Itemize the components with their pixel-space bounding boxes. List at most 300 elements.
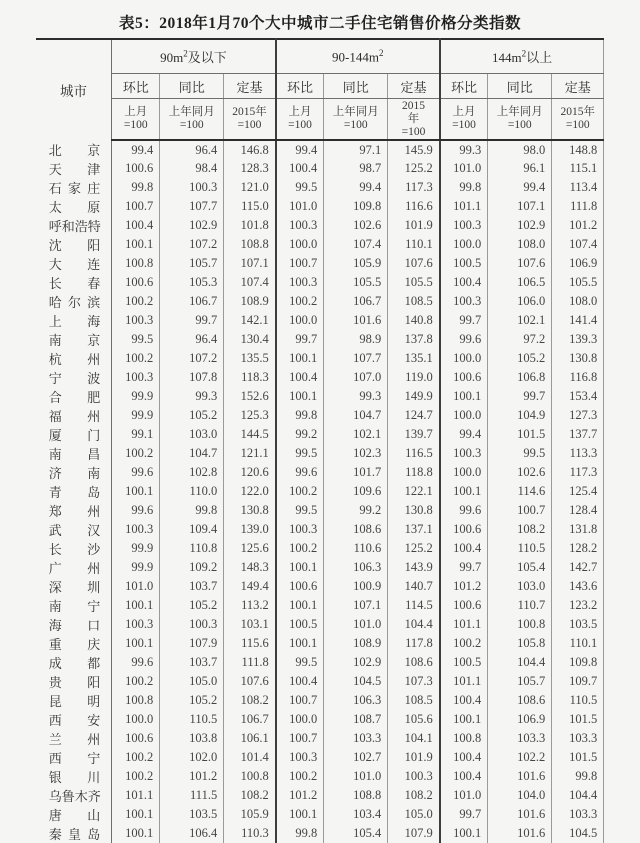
value-cell: 100.9 [324,577,388,596]
value-cell: 106.7 [224,710,276,729]
value-cell: 149.4 [224,577,276,596]
value-cell: 102.1 [324,425,388,444]
value-cell: 99.5 [276,501,324,520]
city-cell: 天津 [36,159,112,178]
base-index-header: 2015 年 =100 [388,99,440,141]
table-row [36,368,604,387]
value-cell: 100.3 [125,617,154,631]
city-cell: 乌鲁木齐 [36,786,112,805]
value-cell: 101.2 [160,767,224,786]
table-row [36,539,604,558]
value-cell: 117.8 [388,634,440,653]
value-cell: 99.1 [131,427,154,441]
subcolumn-header: 同比 [160,74,224,99]
sqm-superscript: 2 [183,48,188,59]
city-cell: 长沙 [36,539,112,558]
table-header [36,39,604,140]
value-cell: 100.3 [125,522,154,536]
value-cell: 110.5 [488,539,552,558]
table-row [36,349,604,368]
value-cell: 101.4 [224,748,276,767]
value-cell: 100.3 [160,178,224,197]
value-cell: 109.6 [324,482,388,501]
group-header-90-144sqm: $90-144m^2$ [276,39,440,74]
value-cell: 110.1 [552,634,604,653]
value-cell: 115.0 [224,197,276,216]
value-cell: 100.0 [440,349,488,368]
value-cell: 101.6 [488,767,552,786]
city-cell: 哈尔滨 [36,292,112,311]
table-row [36,520,604,539]
value-cell: 107.4 [224,273,276,292]
value-cell: 103.5 [552,615,604,634]
value-cell: 99.9 [131,389,154,403]
value-cell: 100.2 [276,539,324,558]
table-row [36,463,604,482]
value-cell: 144.5 [224,425,276,444]
value-cell: 109.4 [160,520,224,539]
value-cell: 148.8 [552,140,604,159]
value-cell: 106.4 [160,824,224,843]
value-cell: 99.5 [131,332,154,346]
table-row [36,482,604,501]
value-cell: 99.7 [276,330,324,349]
value-cell: 99.4 [488,178,552,197]
value-cell: 125.6 [224,539,276,558]
value-cell: 102.7 [324,748,388,767]
value-cell: 115.1 [552,159,604,178]
city-cell: 郑州 [36,501,112,520]
value-cell: 110.7 [488,596,552,615]
value-cell: 100.4 [440,273,488,292]
value-cell: 100.7 [488,501,552,520]
value-cell: 99.4 [324,178,388,197]
value-cell: 108.9 [224,292,276,311]
value-cell: 99.6 [131,655,154,669]
value-cell: 107.8 [160,368,224,387]
value-cell: 109.2 [160,558,224,577]
value-cell: 100.1 [125,807,154,821]
value-cell: 97.2 [488,330,552,349]
value-cell: 98.7 [324,159,388,178]
value-cell: 115.6 [224,634,276,653]
value-cell: 110.3 [224,824,276,843]
value-cell: 107.4 [324,235,388,254]
value-cell: 99.7 [160,311,224,330]
value-cell: 127.3 [552,406,604,425]
value-cell: 105.5 [388,273,440,292]
value-cell: 100.2 [125,674,154,688]
value-cell: 99.6 [131,503,154,517]
table-row [36,159,604,178]
table-row [36,444,604,463]
value-cell: 100.1 [125,598,154,612]
value-cell: 100.1 [125,484,154,498]
value-cell: 107.1 [488,197,552,216]
value-cell: 107.9 [388,824,440,843]
value-cell: 100.1 [276,558,324,577]
value-cell: 99.2 [276,425,324,444]
subcolumn-header: 环比 [276,74,324,99]
subcolumn-header: 同比 [324,74,388,99]
value-cell: 99.3 [160,387,224,406]
group-header-under-90sqm: $90m^2$及以下 [112,39,276,74]
value-cell: 110.1 [388,235,440,254]
value-cell: 108.5 [388,691,440,710]
value-cell: 100.3 [276,216,324,235]
value-cell: 100.2 [125,446,154,460]
value-cell: 124.7 [388,406,440,425]
city-cell: 西宁 [36,748,112,767]
value-cell: 139.0 [224,520,276,539]
value-cell: 104.4 [488,653,552,672]
base-index-header: 上月 =100 [276,99,324,141]
table-row [36,273,604,292]
value-cell: 102.6 [488,463,552,482]
table-row [36,577,604,596]
value-cell: 100.2 [276,767,324,786]
value-cell: 100.2 [276,292,324,311]
value-cell: 105.2 [160,596,224,615]
value-cell: 142.1 [224,311,276,330]
value-cell: 106.7 [324,292,388,311]
value-cell: 111.8 [552,197,604,216]
value-cell: 105.6 [388,710,440,729]
value-cell: 153.4 [552,387,604,406]
value-cell: 100.1 [125,237,154,251]
city-cell: 银川 [36,767,112,786]
city-cell: 重庆 [36,634,112,653]
value-cell: 100.2 [125,294,154,308]
value-cell: 97.1 [324,140,388,159]
city-cell: 贵阳 [36,672,112,691]
value-cell: 122.1 [388,482,440,501]
value-cell: 100.6 [440,368,488,387]
table-row [36,197,604,216]
subcolumn-header: 定基 [388,74,440,99]
base-index-header: 上月 =100 [440,99,488,141]
value-cell: 101.1 [440,615,488,634]
value-cell: 100.1 [276,596,324,615]
value-cell: 110.5 [160,710,224,729]
value-cell: 100.3 [160,615,224,634]
city-cell: 合肥 [36,387,112,406]
base-index-header: 上年同月 =100 [324,99,388,141]
value-cell: 105.0 [388,805,440,824]
value-cell: 101.2 [552,216,604,235]
value-cell: 100.5 [440,254,488,273]
base-index-header: 上年同月 =100 [160,99,224,141]
value-cell: 106.3 [324,691,388,710]
group-header-row [36,39,604,74]
city-cell: 北京 [36,140,112,159]
value-cell: 106.8 [488,368,552,387]
base-index-header-row [36,99,604,141]
value-cell: 100.1 [440,710,488,729]
value-cell: 117.3 [388,178,440,197]
subcolumn-header: 环比 [440,74,488,99]
city-cell: 厦门 [36,425,112,444]
city-cell: 青岛 [36,482,112,501]
value-cell: 107.7 [324,349,388,368]
table-row [36,767,604,786]
table-row [36,387,604,406]
value-cell: 108.2 [488,520,552,539]
value-cell: 102.2 [488,748,552,767]
value-cell: 99.5 [276,178,324,197]
value-cell: 119.0 [388,368,440,387]
value-cell: 149.9 [388,387,440,406]
city-column-header: 城市 [36,39,112,140]
value-cell: 100.4 [440,748,488,767]
value-cell: 104.1 [388,729,440,748]
value-cell: 106.1 [224,729,276,748]
value-cell: 123.2 [552,596,604,615]
value-cell: 100.0 [440,463,488,482]
value-cell: 101.5 [488,425,552,444]
value-cell: 107.3 [388,672,440,691]
value-cell: 121.0 [224,178,276,197]
value-cell: 100.1 [440,824,488,843]
city-cell: 太原 [36,197,112,216]
value-cell: 100.4 [440,767,488,786]
value-cell: 107.6 [388,254,440,273]
value-cell: 100.1 [276,349,324,368]
value-cell: 109.8 [324,197,388,216]
base-index-header: 2015年 =100 [224,99,276,141]
value-cell: 101.0 [125,579,154,593]
value-cell: 99.8 [440,178,488,197]
value-cell: 102.1 [488,311,552,330]
table-title: 表5：2018年1月70个大中城市二手住宅销售价格分类指数 [118,15,521,32]
value-cell: 102.8 [160,463,224,482]
value-cell: 108.0 [488,235,552,254]
value-cell: 100.5 [276,615,324,634]
value-cell: 145.9 [388,140,440,159]
value-cell: 105.4 [488,558,552,577]
value-cell: 116.8 [552,368,604,387]
value-cell: 100.2 [125,769,154,783]
value-cell: 106.0 [488,292,552,311]
city-cell: 济南 [36,463,112,482]
table-row [36,406,604,425]
value-cell: 100.0 [440,235,488,254]
city-cell: 昆明 [36,691,112,710]
value-cell: 113.4 [552,178,604,197]
value-cell: 100.1 [440,387,488,406]
value-cell: 137.7 [552,425,604,444]
value-cell: 103.5 [160,805,224,824]
value-cell: 100.1 [276,634,324,653]
table-row [36,425,604,444]
value-cell: 105.8 [488,634,552,653]
city-cell: 上海 [36,311,112,330]
subcolumn-header: 定基 [552,74,604,99]
value-cell: 100.7 [276,254,324,273]
value-cell: 107.6 [224,672,276,691]
value-cell: 99.4 [440,425,488,444]
table-row [36,311,604,330]
value-cell: 99.6 [440,501,488,520]
value-cell: 99.8 [552,767,604,786]
value-cell: 106.5 [488,273,552,292]
value-cell: 99.7 [440,805,488,824]
value-cell: 99.3 [324,387,388,406]
value-cell: 100.1 [440,482,488,501]
table-row [36,292,604,311]
value-cell: 99.8 [276,406,324,425]
value-cell: 105.3 [160,273,224,292]
value-cell: 108.0 [552,292,604,311]
value-cell: 100.3 [276,273,324,292]
value-cell: 100.2 [125,750,154,764]
value-cell: 100.4 [276,672,324,691]
value-cell: 99.6 [276,463,324,482]
value-cell: 142.7 [552,558,604,577]
value-cell: 106.3 [324,558,388,577]
value-cell: 110.8 [160,539,224,558]
table-row [36,596,604,615]
value-cell: 100.2 [125,351,154,365]
table-row [36,254,604,273]
value-cell: 100.8 [125,693,154,707]
value-cell: 101.9 [388,748,440,767]
value-cell: 108.8 [224,235,276,254]
value-cell: 103.3 [552,805,604,824]
city-cell: 秦皇岛 [36,824,112,843]
city-cell: 大连 [36,254,112,273]
value-cell: 100.6 [440,520,488,539]
value-cell: 137.1 [388,520,440,539]
value-cell: 100.3 [276,748,324,767]
value-cell: 99.4 [276,140,324,159]
table-row [36,710,604,729]
value-cell: 101.0 [324,767,388,786]
value-cell: 99.9 [131,541,154,555]
value-cell: 108.6 [388,653,440,672]
value-cell: 103.3 [488,729,552,748]
value-cell: 103.3 [552,729,604,748]
city-cell: 沈阳 [36,235,112,254]
value-cell: 108.2 [388,786,440,805]
value-cell: 99.9 [131,408,154,422]
value-cell: 104.4 [388,615,440,634]
value-cell: 100.0 [276,311,324,330]
table-row [36,824,604,843]
value-cell: 105.9 [224,805,276,824]
value-cell: 100.8 [125,256,154,270]
value-cell: 98.9 [324,330,388,349]
value-cell: 146.8 [224,140,276,159]
value-cell: 105.7 [160,254,224,273]
value-cell: 100.0 [276,710,324,729]
value-cell: 100.2 [276,482,324,501]
value-cell: 103.7 [160,577,224,596]
value-cell: 101.5 [552,748,604,767]
value-cell: 101.0 [324,615,388,634]
value-cell: 100.6 [276,577,324,596]
value-cell: 107.2 [160,235,224,254]
value-cell: 100.3 [440,444,488,463]
value-cell: 143.9 [388,558,440,577]
value-cell: 99.6 [440,330,488,349]
value-cell: 101.2 [440,577,488,596]
value-cell: 101.1 [440,672,488,691]
value-cell: 137.8 [388,330,440,349]
value-cell: 99.7 [440,311,488,330]
value-cell: 106.9 [552,254,604,273]
value-cell: 128.4 [552,501,604,520]
value-cell: 105.2 [160,406,224,425]
value-cell: 101.6 [488,805,552,824]
city-cell: 杭州 [36,349,112,368]
value-cell: 102.0 [160,748,224,767]
value-cell: 122.0 [224,482,276,501]
value-cell: 148.3 [224,558,276,577]
value-cell: 116.5 [388,444,440,463]
table-row [36,558,604,577]
table-body [36,140,604,843]
value-cell: 108.9 [324,634,388,653]
value-cell: 100.7 [125,199,154,213]
table-row [36,748,604,767]
value-cell: 103.8 [160,729,224,748]
value-cell: 108.8 [324,786,388,805]
value-cell: 103.0 [488,577,552,596]
value-cell: 99.5 [276,444,324,463]
city-cell: 兰州 [36,729,112,748]
table-row [36,235,604,254]
value-cell: 135.1 [388,349,440,368]
value-cell: 100.6 [440,596,488,615]
value-cell: 125.4 [552,482,604,501]
value-cell: 131.8 [552,520,604,539]
subcolumn-header: 同比 [488,74,552,99]
value-cell: 125.3 [224,406,276,425]
base-index-header: 2015年 =100 [552,99,604,141]
value-cell: 101.8 [224,216,276,235]
value-cell: 107.1 [224,254,276,273]
value-cell: 105.0 [160,672,224,691]
value-cell: 108.2 [224,691,276,710]
value-cell: 107.1 [324,596,388,615]
value-cell: 113.3 [552,444,604,463]
value-cell: 105.5 [324,273,388,292]
value-cell: 98.0 [488,140,552,159]
value-cell: 107.9 [160,634,224,653]
value-cell: 100.0 [125,712,154,726]
value-cell: 130.8 [552,349,604,368]
value-cell: 103.4 [324,805,388,824]
value-cell: 102.9 [324,653,388,672]
value-cell: 105.2 [488,349,552,368]
city-cell: 长春 [36,273,112,292]
value-cell: 100.3 [125,313,154,327]
value-cell: 139.7 [388,425,440,444]
value-cell: 99.9 [131,560,154,574]
value-cell: 99.4 [131,142,154,157]
value-cell: 130.4 [224,330,276,349]
value-cell: 128.3 [224,159,276,178]
value-cell: 101.1 [440,197,488,216]
value-cell: 100.3 [440,216,488,235]
value-cell: 141.4 [552,311,604,330]
value-cell: 105.7 [488,672,552,691]
value-cell: 100.7 [276,691,324,710]
value-cell: 106.9 [488,710,552,729]
value-cell: 99.8 [160,501,224,520]
value-cell: 100.0 [440,406,488,425]
